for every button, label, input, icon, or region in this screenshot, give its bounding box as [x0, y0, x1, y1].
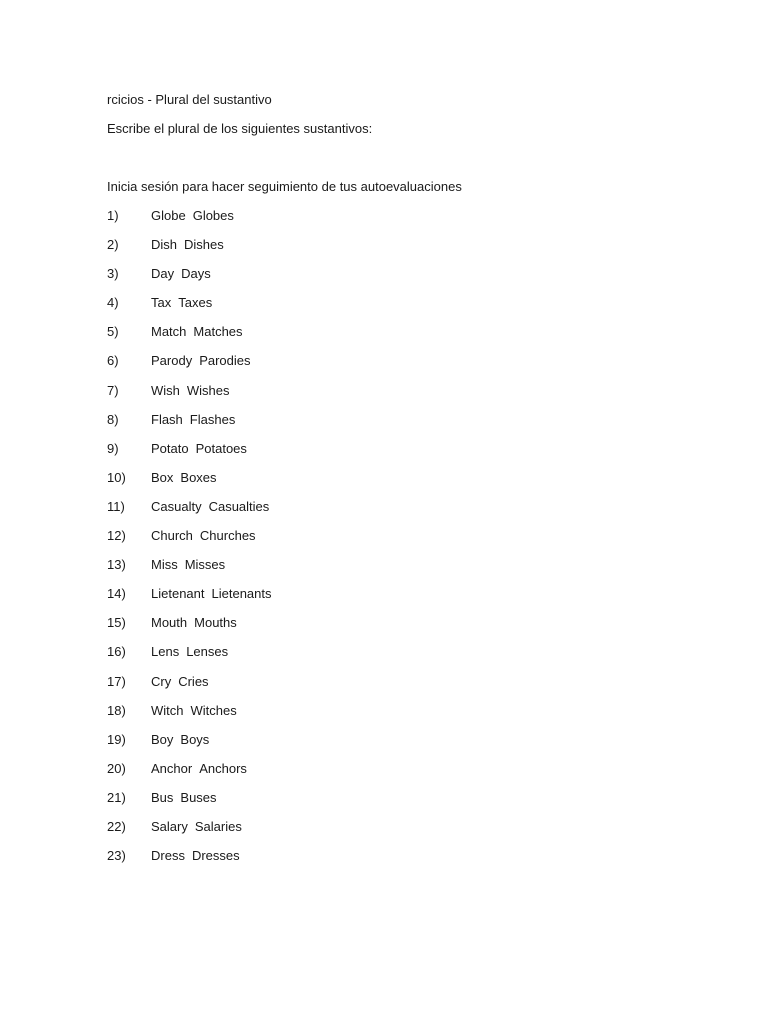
list-item	[107, 295, 272, 324]
plural-word: Matches	[193, 324, 243, 340]
plural-word: Misses	[184, 557, 226, 573]
item-words	[151, 761, 247, 790]
item-words	[151, 557, 225, 586]
singular-word: Anchor	[151, 760, 193, 776]
singular-word: Parody	[151, 353, 193, 369]
singular-word: Match	[151, 324, 187, 340]
item-number: 23)	[107, 848, 126, 864]
item-number: 18)	[107, 702, 126, 718]
plural-word: Potatoes	[195, 440, 247, 456]
item-number: 1)	[107, 208, 119, 223]
item-words	[151, 819, 242, 848]
plural-word: Witches	[190, 702, 237, 718]
item-words	[151, 615, 237, 644]
plural-word: Dishes	[184, 237, 224, 253]
item-number: 14)	[107, 586, 126, 602]
item-number: 4)	[107, 295, 119, 311]
item-number: 6)	[107, 353, 119, 369]
list-item	[107, 732, 272, 761]
item-number: 9)	[107, 440, 119, 456]
item-words	[151, 470, 217, 499]
item-words	[151, 499, 269, 528]
item-number: 16)	[107, 644, 126, 660]
plural-word: Mouths	[194, 615, 237, 631]
list-item	[107, 528, 272, 557]
singular-word: Tax	[151, 295, 172, 311]
item-number: 7)	[107, 382, 119, 398]
singular-word: Casualty	[151, 498, 202, 514]
list-item	[107, 499, 272, 528]
plural-word: Boys	[180, 731, 210, 747]
plural-word: Buses	[180, 789, 217, 805]
item-number: 10)	[107, 469, 126, 485]
plural-word: Flashes	[189, 411, 236, 427]
singular-word: Witch	[151, 702, 184, 718]
instruction-text: Escribe el plural de los siguientes sustantivos:	[107, 121, 373, 136]
item-words	[151, 412, 235, 441]
list-item	[107, 615, 272, 644]
singular-word: Mouth	[151, 615, 188, 631]
list-item	[107, 266, 272, 295]
list-item	[107, 208, 272, 237]
item-words	[151, 528, 256, 557]
item-number: 5)	[107, 324, 119, 340]
singular-word: Lietenant	[151, 586, 205, 602]
list-item	[107, 237, 272, 266]
list-item	[107, 819, 272, 848]
singular-word: Salary	[151, 818, 188, 834]
list-item	[107, 470, 272, 499]
item-words	[151, 703, 237, 732]
list-item	[107, 383, 272, 412]
item-words	[151, 295, 212, 324]
list-item	[107, 761, 272, 790]
item-words	[151, 266, 211, 295]
list-item	[107, 324, 272, 353]
item-words	[151, 848, 240, 877]
plural-word: Salaries	[194, 818, 242, 834]
item-words	[151, 586, 272, 615]
item-number: 13)	[107, 557, 126, 573]
singular-word: Box	[151, 469, 174, 485]
item-number: 21)	[107, 789, 126, 805]
list-item	[107, 412, 272, 441]
exercise-list	[107, 208, 272, 877]
item-number: 15)	[107, 615, 126, 631]
plural-word: Taxes	[178, 295, 213, 311]
item-number: 2)	[107, 237, 119, 253]
item-words	[151, 674, 209, 703]
plural-word: Parodies	[199, 353, 251, 369]
singular-word: Flash	[151, 411, 183, 427]
item-words	[151, 790, 217, 819]
singular-word: Globe	[151, 208, 186, 223]
list-item	[107, 557, 272, 586]
list-item	[107, 848, 272, 877]
item-words	[151, 732, 209, 761]
list-item	[107, 441, 272, 470]
plural-word: Cries	[178, 673, 209, 689]
item-words	[151, 644, 228, 673]
singular-word: Bus	[151, 789, 174, 805]
singular-word: Church	[151, 528, 193, 544]
item-words	[151, 237, 224, 266]
plural-word: Anchors	[199, 760, 247, 776]
item-words	[151, 353, 251, 382]
singular-word: Dish	[151, 237, 178, 253]
item-number: 20)	[107, 760, 126, 776]
plural-word: Churches	[199, 528, 256, 544]
list-item	[107, 353, 272, 382]
list-item	[107, 586, 272, 615]
item-words	[151, 324, 243, 353]
singular-word: Potato	[151, 440, 189, 456]
plural-word: Dresses	[191, 848, 240, 864]
item-number: 12)	[107, 528, 126, 544]
item-number: 3)	[107, 266, 119, 282]
singular-word: Miss	[151, 557, 178, 573]
plural-word: Wishes	[186, 382, 230, 398]
singular-word: Lens	[151, 644, 180, 660]
singular-word: Wish	[151, 382, 180, 398]
item-number: 11)	[107, 498, 125, 514]
item-number: 17)	[107, 673, 126, 689]
singular-word: Boy	[151, 731, 174, 747]
plural-word: Days	[181, 266, 211, 282]
item-number: 8)	[107, 411, 119, 427]
list-item	[107, 703, 272, 732]
singular-word: Dress	[151, 848, 185, 864]
item-words	[151, 383, 230, 412]
plural-word: Globes	[192, 208, 234, 223]
plural-word: Lenses	[186, 644, 229, 660]
item-words	[151, 208, 234, 237]
plural-word: Lietenants	[211, 586, 272, 602]
login-notice: Inicia sesión para hacer seguimiento de tus autoevaluaciones	[107, 179, 462, 194]
list-item	[107, 644, 272, 673]
page-title: rcicios - Plural del sustantivo	[107, 92, 272, 107]
item-number: 22)	[107, 818, 126, 834]
item-words	[151, 441, 247, 470]
singular-word: Cry	[151, 673, 172, 689]
list-item	[107, 790, 272, 819]
singular-word: Day	[151, 266, 175, 282]
plural-word: Boxes	[180, 469, 217, 485]
list-item	[107, 674, 272, 703]
item-number: 19)	[107, 731, 126, 747]
plural-word: Casualties	[208, 498, 270, 514]
